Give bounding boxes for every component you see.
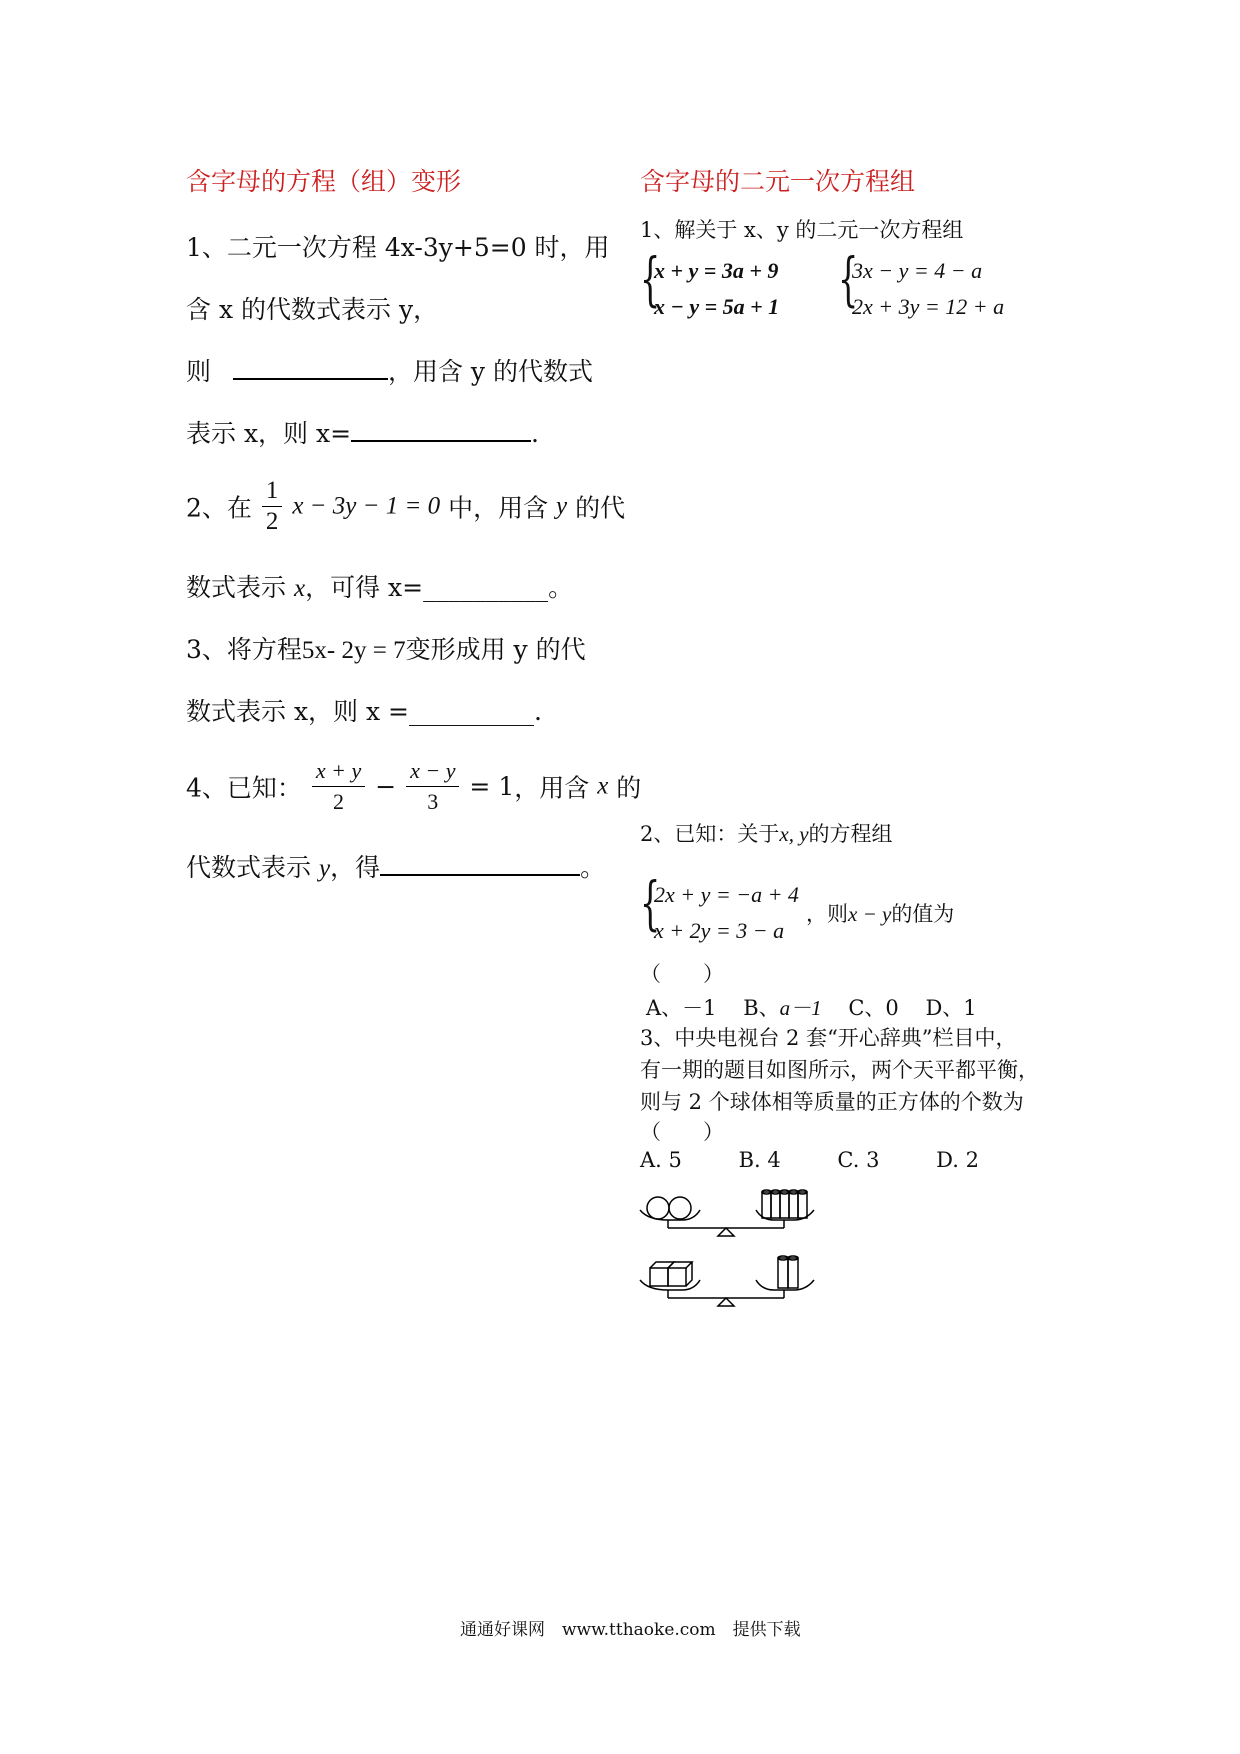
q2-frac-den: 2 (265, 508, 279, 535)
cube-icon (650, 1268, 668, 1286)
r-q1-system-2 (838, 245, 1028, 326)
q2-line2-post: ，可得 x=__________。 (305, 573, 574, 602)
r-q2-paren: （ ） (640, 962, 724, 986)
r-q1-system-1 (640, 245, 820, 326)
r-q2-option-b[interactable] (743, 996, 821, 1020)
left-heading: 含字母的方程（组）变形 (186, 167, 462, 196)
balance-scales-figure (638, 1184, 838, 1314)
cylinder-icon (762, 1192, 771, 1218)
q1-line3-post: ，用含 y 的代数式 (387, 357, 593, 386)
r-q2-option-b-value: a－1 (779, 996, 822, 1020)
q2-post: 中，用含 (448, 493, 549, 523)
q4-line2-var: y (318, 855, 331, 882)
r-q2-sys-line1: 2x + y = −a + 4 (654, 882, 799, 907)
r-q2-system (640, 869, 830, 950)
q1-line4-pre: 表示 x，则 x= (186, 419, 352, 448)
r-q1-sys1-line1: x + y = 3a + 9 (654, 258, 779, 283)
r-q2-sys-line2: x + 2y = 3 − a (654, 918, 785, 943)
q4-fraction-1 (312, 756, 365, 817)
q4-line2 (186, 848, 605, 884)
q3-line2: 数式表示 x，则 x =__________. (186, 697, 542, 726)
cylinder-icon (789, 1192, 798, 1218)
r-q2-option-d[interactable]: D、1 (925, 996, 977, 1020)
q3-pre: 3、将方程 (186, 635, 302, 664)
r-q2-after-expr: x − y (848, 902, 892, 926)
sphere-icon (647, 1197, 669, 1219)
r-q3-option-d[interactable]: D. 2 (936, 1148, 979, 1172)
cylinder-icon (788, 1258, 798, 1288)
r-q3-line3: 则与 2 个球体相等质量的正方体的个数为 (640, 1090, 1024, 1114)
cylinder-icon (778, 1258, 788, 1288)
q3-post: 变形成用 y 的代 (405, 635, 586, 664)
r-q2-option-a[interactable]: A、－1 (646, 996, 717, 1020)
r-q2-option-c[interactable]: C、0 (848, 996, 899, 1020)
r-q1-sys2-line2: 2x + 3y = 12 + a (852, 294, 1005, 319)
q4-fraction-2 (406, 756, 459, 817)
q1-line3 (186, 352, 593, 388)
q4-f1-den: 2 (333, 789, 345, 814)
r-q1-text: 1、解关于 x、y 的二元一次方程组 (640, 218, 964, 242)
r-q2-line1 (640, 818, 893, 848)
q3-expr: 5x- 2y = 7 (301, 637, 406, 664)
q2-post2: 的代 (575, 493, 626, 523)
q2-frac-num: 1 (262, 476, 283, 507)
q2-var: y (556, 492, 568, 520)
q3-line1 (186, 630, 586, 666)
r-q2-after-pre: ，则 (806, 902, 848, 926)
q4-f1-num: x + y (312, 756, 365, 787)
cylinder-icon (798, 1192, 807, 1218)
right-heading: 含字母的二元一次方程组 (640, 167, 916, 196)
q4-var: x (597, 772, 609, 800)
q1-line4-post: . (531, 419, 539, 448)
sphere-icon (669, 1197, 691, 1219)
cube-icon (668, 1268, 686, 1286)
q4-line1 (186, 756, 641, 826)
q1-line1: 1、二元一次方程 4x-3y+5=0 时，用 (186, 233, 610, 262)
q4-post: ，用含 (514, 773, 590, 803)
q1-line3-pre: 则 (186, 357, 212, 386)
q4-answer-blank[interactable] (380, 852, 580, 876)
r-q3-options (640, 1148, 979, 1172)
q1-answer-blank-1[interactable] (233, 356, 388, 380)
q4-pre: 4、已知： (186, 773, 302, 803)
r-q1-sys1-line2: x − y = 5a + 1 (654, 294, 780, 319)
q4-line2-end: 。 (580, 853, 606, 882)
q4-eq: = 1 (469, 772, 515, 801)
r-q2-post: 的方程组 (808, 822, 893, 846)
scale-2 (640, 1256, 814, 1306)
q2-line2-var: x (293, 575, 306, 602)
r-q2-after-post: 的值为 (891, 902, 955, 926)
cylinder-icon (780, 1192, 789, 1218)
r-q3-option-b[interactable]: B. 4 (738, 1148, 781, 1172)
brace-icon: { (640, 869, 661, 937)
q2-line2 (186, 568, 573, 604)
cylinder-icon (771, 1192, 780, 1218)
q4-line2-mid: ，得 (330, 853, 381, 882)
q1-answer-blank-2[interactable] (351, 418, 531, 442)
r-q2-after (806, 898, 954, 928)
q4-f2-den: 3 (427, 789, 439, 814)
q4-post2: 的 (616, 773, 642, 803)
r-q2-options (646, 992, 977, 1022)
q2-pre: 2、在 (186, 493, 252, 523)
r-q3-paren: （ ） (640, 1120, 724, 1144)
r-q2-pre: 2、已知：关于 (640, 822, 780, 846)
brace-icon: { (640, 245, 661, 313)
q2-expr: x − 3y − 1 = 0 (292, 492, 441, 520)
scale-1 (640, 1190, 814, 1236)
q4-minus: − (375, 772, 397, 801)
q4-line2-pre: 代数式表示 (186, 853, 312, 882)
r-q3-line1: 3、中央电视台 2 套“开心辞典”栏目中， (640, 1026, 1017, 1050)
q2-line1 (186, 476, 625, 546)
r-q3-option-a[interactable]: A. 5 (640, 1148, 682, 1172)
q1-line2: 含 x 的代数式表示 y， (186, 295, 439, 324)
q2-fraction (262, 476, 283, 537)
r-q1-sys2-line1: 3x − y = 4 − a (852, 258, 983, 283)
brace-icon: { (838, 245, 859, 313)
footer-text: 通通好课网 www.tthaoke.com 提供下载 (460, 1620, 801, 1640)
r-q3-option-c[interactable]: C. 3 (837, 1148, 880, 1172)
r-q2-vars: x, y (779, 822, 809, 846)
r-q3-line2: 有一期的题目如图所示，两个天平都平衡， (640, 1058, 1039, 1082)
q2-line2-pre: 数式表示 (186, 573, 287, 602)
q1-line4 (186, 414, 539, 450)
r-q2-option-b-label: B、 (743, 996, 780, 1020)
q4-f2-num: x − y (406, 756, 459, 787)
